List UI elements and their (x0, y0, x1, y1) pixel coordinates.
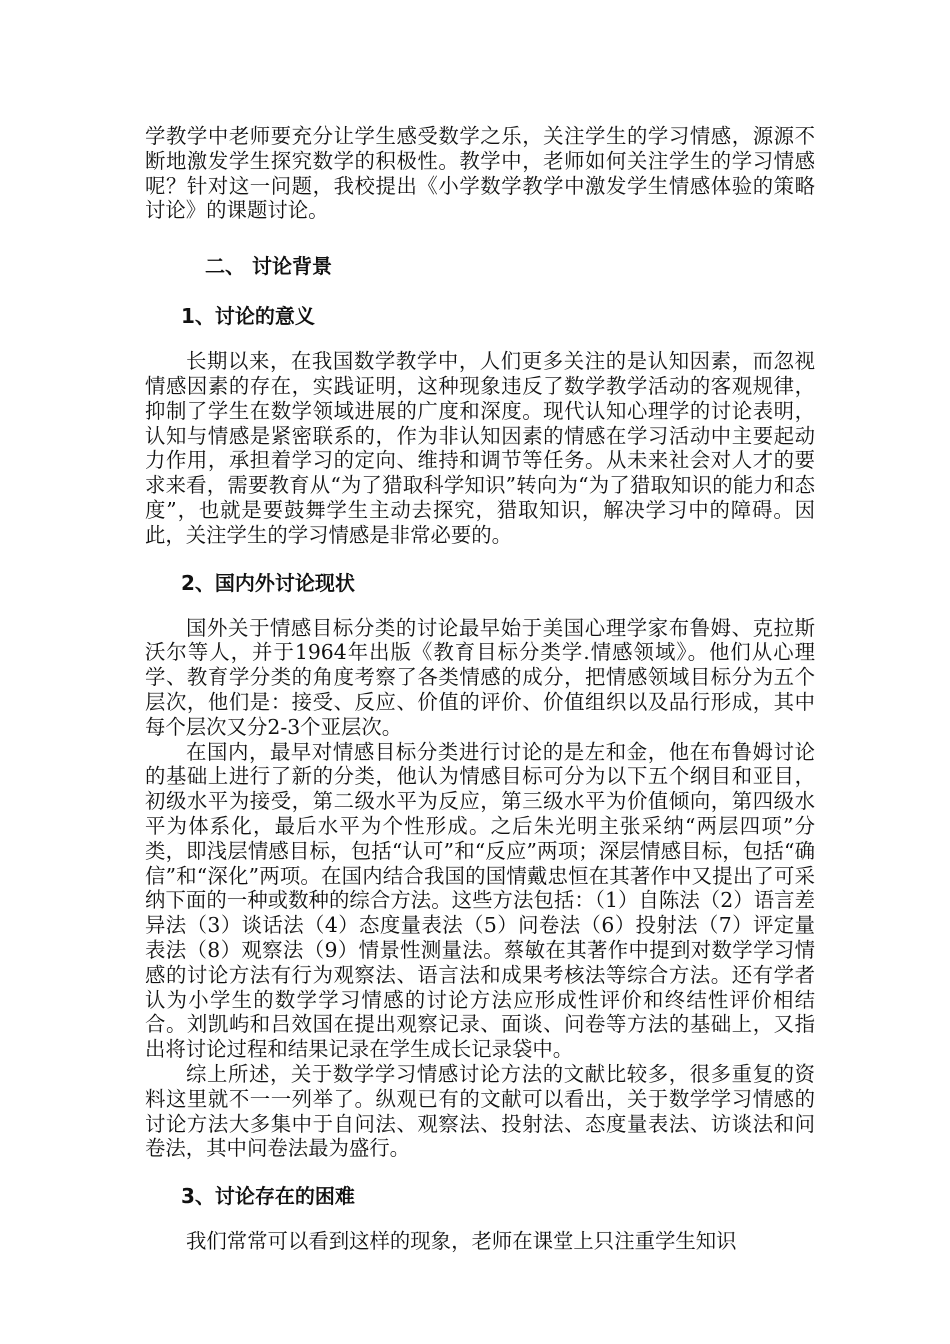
paragraph-foreign-research: 国外关于情感目标分类的讨论最早始于美国心理学家布鲁姆、克拉斯沃尔等人，并于1964年出版《教育目标分类学.情感领域》。他们从心理学、教育学分类的角度考察了各类情感的成分，把情感领域目标分为五个层次，他们是：接受、反应、价值的评价、价值组织以及品行形成，其中每个层次又分2-3个亚层次。 (145, 615, 815, 739)
paragraph-significance: 长期以来，在我国数学教学中，人们更多关注的是认知因素，而忽视情感因素的存在，实践证明，这种现象违反了数学教学活动的客观规律，抑制了学生在数学领域进展的广度和深度。现代认知心理学的讨论表明，认知与情感是紧密联系的，作为非认知因素的情感在学习活动中主要起动力作用，承担着学习的定向、维持和调节等任务。从未来社会对人才的要求来看，需要教育从“为了猎取科学知识”转向为“为了猎取知识的能力和态度”，也就是要鼓舞学生主动去探究，猎取知识，解决学习中的障碍。因此，关注学生的学习情感是非常必要的。 (145, 349, 815, 547)
subsection-heading-significance: 1、讨论的意义 (181, 304, 315, 329)
section-heading-background: 二、 讨论背景 (205, 254, 332, 279)
document-body (145, 124, 815, 1254)
subsection-heading-difficulties: 3、讨论存在的困难 (181, 1184, 355, 1209)
intro-paragraph: 学教学中老师要充分让学生感受数学之乐，关注学生的学习情感，源源不断地激发学生探究数学的积极性。教学中，老师如何关注学生的学习情感呢？针对这一问题，我校提出《小学数学教学中激发学生情感体验的策略讨论》的课题讨论。 (145, 124, 815, 223)
paragraph-domestic-research: 在国内，最早对情感目标分类进行讨论的是左和金，他在布鲁姆讨论的基础上进行了新的分类，他认为情感目标可分为以下五个纲目和亚目，初级水平为接受，第二级水平为反应，第三级水平为价值倾向，第四级水平为体系化，最后水平为个性形成。之后朱光明主张采纳“两层四项”分类，即浅层情感目标，包括“认可”和“反应”两项；深层情感目标，包括“确信”和“深化”两项。在国内结合我国的国情戴忠恒在其著作中又提出了可采纳下面的一种或数种的综合方法。这些方法包括：（1）自陈法（2）语言差异法（3）谈话法（4）态度量表法（5）问卷法（6）投射法（7）评定量表法（8）观察法（9）情景性测量法。蔡敏在其著作中提到对数学学习情感的讨论方法有行为观察法、语言法和成果考核法等综合方法。还有学者认为小学生的数学学习情感的讨论方法应形成性评价和终结性评价相结合。刘凯屿和吕效国在提出观察记录、面谈、问卷等方法的基础上，又指出将讨论过程和结果记录在学生成长记录袋中。 (145, 739, 815, 1062)
subsection-heading-research-status: 2、国内外讨论现状 (181, 570, 355, 595)
paragraph-summary: 综上所述，关于数学学习情感讨论方法的文献比较多，很多重复的资料这里就不一一列举了。纵观已有的文献可以看出，关于数学学习情感的讨论方法大多集中于自问法、观察法、投射法、态度量表法、访谈法和问卷法，其中问卷法最为盛行。 (145, 1061, 815, 1161)
paragraph-difficulties: 我们常常可以看到这样的现象，老师在课堂上只注重学生知识 (186, 1229, 737, 1254)
